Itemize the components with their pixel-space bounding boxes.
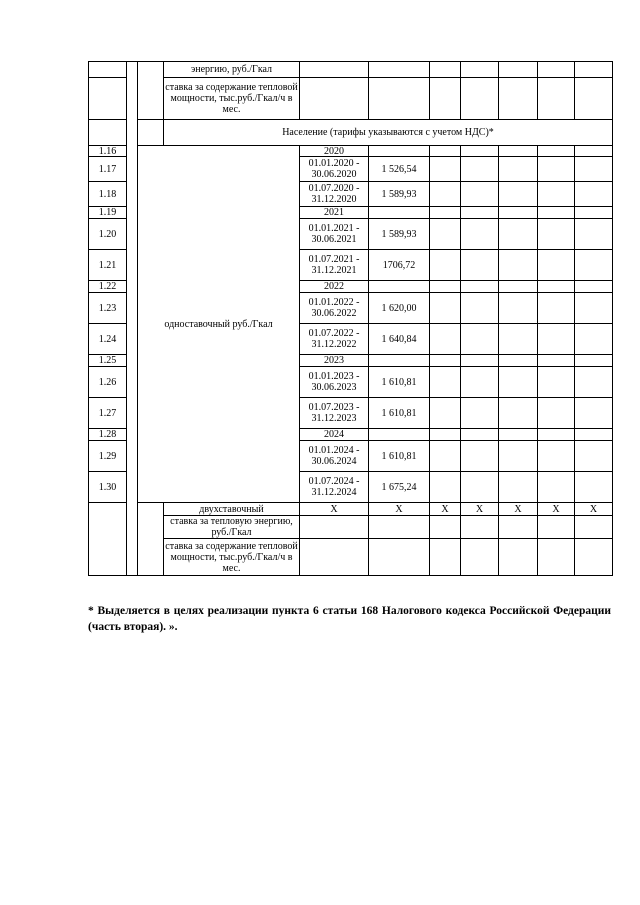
period-label: 01.07.2021 - 31.12.2021 <box>299 249 369 281</box>
period-label: 01.01.2024 - 30.06.2024 <box>299 440 369 472</box>
value-cell-empty <box>537 77 575 120</box>
rate-label: ставка за содержание тепловой мощности, тыс.руб./Гкал/ч в мес. <box>163 77 300 120</box>
tariff-value: 1 610,81 <box>368 366 430 398</box>
value-cell-empty <box>574 61 613 78</box>
period-label: 01.07.2020 - 31.12.2020 <box>299 181 369 207</box>
period-label: 01.01.2022 - 30.06.2022 <box>299 292 369 324</box>
year-label: 2023 <box>299 354 369 367</box>
value-cell-empty <box>498 538 538 576</box>
value-cell-empty <box>460 61 499 78</box>
value-cell-empty <box>498 77 538 120</box>
value-cell-empty <box>574 156 613 182</box>
value-cell-empty <box>368 77 430 120</box>
value-cell-empty <box>574 366 613 398</box>
value-cell-empty <box>460 538 499 576</box>
value-cell-empty <box>498 292 538 324</box>
value-cell-empty <box>460 218 499 250</box>
row-number: 1.22 <box>88 280 127 293</box>
value-cell-empty <box>498 156 538 182</box>
value-cell-empty <box>368 538 430 576</box>
value-cell-empty <box>368 515 430 539</box>
row-number: 1.29 <box>88 440 127 472</box>
value-cell-empty <box>299 538 369 576</box>
rate-label: ставка за тепловую энергию, руб./Гкал <box>163 515 300 539</box>
row-number: 1.30 <box>88 471 127 503</box>
value-cell-empty <box>429 538 461 576</box>
tariff-value: 1 610,81 <box>368 440 430 472</box>
row-number: 1.16 <box>88 145 127 157</box>
num-cell-empty <box>88 502 127 576</box>
value-cell-empty <box>498 181 538 207</box>
num-cell-empty <box>88 61 127 78</box>
value-cell-empty <box>429 292 461 324</box>
tariff-value: 1 620,00 <box>368 292 430 324</box>
value-cell-empty <box>498 440 538 472</box>
num-cell-empty <box>88 119 127 146</box>
value-cell-empty <box>537 323 575 355</box>
period-label: 01.07.2023 - 31.12.2023 <box>299 397 369 429</box>
value-cell-empty <box>429 471 461 503</box>
value-cell-empty <box>574 249 613 281</box>
tariff-value: 1 675,24 <box>368 471 430 503</box>
value-cell-empty <box>537 366 575 398</box>
value-cell-empty <box>460 249 499 281</box>
row-number: 1.21 <box>88 249 127 281</box>
value-cell-empty <box>498 218 538 250</box>
row-number: 1.25 <box>88 354 127 367</box>
x-mark: Х <box>429 502 461 516</box>
value-cell-empty <box>460 181 499 207</box>
value-cell-empty <box>537 538 575 576</box>
value-cell-empty <box>574 218 613 250</box>
value-cell-empty <box>498 323 538 355</box>
row-number: 1.28 <box>88 428 127 441</box>
value-cell-empty <box>537 61 575 78</box>
value-cell-empty <box>537 218 575 250</box>
value-cell-empty <box>460 515 499 539</box>
section-header: Население (тарифы указываются с учетом НДС)* <box>163 119 613 146</box>
x-mark: Х <box>574 502 613 516</box>
value-cell-empty <box>574 471 613 503</box>
value-cell-empty <box>574 538 613 576</box>
period-label: 01.01.2021 - 30.06.2021 <box>299 218 369 250</box>
value-cell-empty <box>460 292 499 324</box>
tariff-value: 1706,72 <box>368 249 430 281</box>
value-cell-empty <box>574 77 613 120</box>
tariff-value: 1 640,84 <box>368 323 430 355</box>
tariff-value: 1 610,81 <box>368 397 430 429</box>
period-label: 01.07.2022 - 31.12.2022 <box>299 323 369 355</box>
x-mark: Х <box>299 502 369 516</box>
value-cell-empty <box>368 61 430 78</box>
row-number: 1.19 <box>88 206 127 219</box>
value-cell-empty <box>429 156 461 182</box>
year-label: 2022 <box>299 280 369 293</box>
column-3-bottom <box>137 502 164 576</box>
value-cell-empty <box>574 323 613 355</box>
value-cell-empty <box>574 515 613 539</box>
row-number: 1.20 <box>88 218 127 250</box>
year-label: 2024 <box>299 428 369 441</box>
value-cell-empty <box>498 397 538 429</box>
value-cell-empty <box>429 515 461 539</box>
value-cell-empty <box>429 61 461 78</box>
value-cell-empty <box>498 515 538 539</box>
footnote: * Выделяется в целях реализации пункта 6 статьи 168 Налогового кодекса Российской Федерации (часть вторая). ». <box>88 605 611 633</box>
value-cell-empty <box>460 440 499 472</box>
value-cell-empty <box>574 181 613 207</box>
value-cell-empty <box>537 156 575 182</box>
row-number: 1.23 <box>88 292 127 324</box>
tariff-value: 1 589,93 <box>368 181 430 207</box>
tariff-value: 1 589,93 <box>368 218 430 250</box>
value-cell-empty <box>574 440 613 472</box>
year-label: 2021 <box>299 206 369 219</box>
value-cell-empty <box>537 292 575 324</box>
value-cell-empty <box>498 249 538 281</box>
tariff-value: 1 526,54 <box>368 156 430 182</box>
value-cell-empty <box>429 181 461 207</box>
single-rate-label: одноставочный руб./Гкал <box>137 145 300 503</box>
value-cell-empty <box>460 77 499 120</box>
value-cell-empty <box>429 366 461 398</box>
value-cell-empty <box>460 471 499 503</box>
row-number: 1.27 <box>88 397 127 429</box>
value-cell-empty <box>429 397 461 429</box>
value-cell-empty <box>429 249 461 281</box>
row-number: 1.18 <box>88 181 127 207</box>
value-cell-empty <box>498 471 538 503</box>
value-cell-empty <box>299 515 369 539</box>
period-label: 01.07.2024 - 31.12.2024 <box>299 471 369 503</box>
value-cell-empty <box>574 397 613 429</box>
value-cell-empty <box>299 77 369 120</box>
column-3-top <box>137 61 164 120</box>
value-cell-empty <box>537 471 575 503</box>
value-cell-empty <box>460 397 499 429</box>
value-cell-empty <box>429 323 461 355</box>
num-cell-empty <box>88 77 127 120</box>
value-cell-empty <box>429 77 461 120</box>
period-label: 01.01.2023 - 30.06.2023 <box>299 366 369 398</box>
x-mark: Х <box>460 502 499 516</box>
value-cell-empty <box>537 181 575 207</box>
year-label: 2020 <box>299 145 369 157</box>
row-number: 1.24 <box>88 323 127 355</box>
x-mark: Х <box>368 502 430 516</box>
x-mark: Х <box>537 502 575 516</box>
value-cell-empty <box>537 515 575 539</box>
value-cell-empty <box>498 61 538 78</box>
rate-label: ставка за содержание тепловой мощности, тыс.руб./Гкал/ч в мес. <box>163 538 300 576</box>
value-cell-empty <box>537 249 575 281</box>
value-cell-empty <box>299 61 369 78</box>
value-cell-empty <box>537 440 575 472</box>
value-cell-empty <box>429 218 461 250</box>
x-mark: Х <box>498 502 538 516</box>
row-number: 1.26 <box>88 366 127 398</box>
row-number: 1.17 <box>88 156 127 182</box>
value-cell-empty <box>537 397 575 429</box>
period-label: 01.01.2020 - 30.06.2020 <box>299 156 369 182</box>
value-cell-empty <box>498 366 538 398</box>
value-cell-empty <box>429 440 461 472</box>
two-part-label: двухставочный <box>163 502 300 516</box>
value-cell-empty <box>460 156 499 182</box>
value-cell-empty <box>460 323 499 355</box>
value-cell-empty <box>460 366 499 398</box>
value-cell-empty <box>574 292 613 324</box>
rate-label: энергию, руб./Гкал <box>163 61 300 78</box>
